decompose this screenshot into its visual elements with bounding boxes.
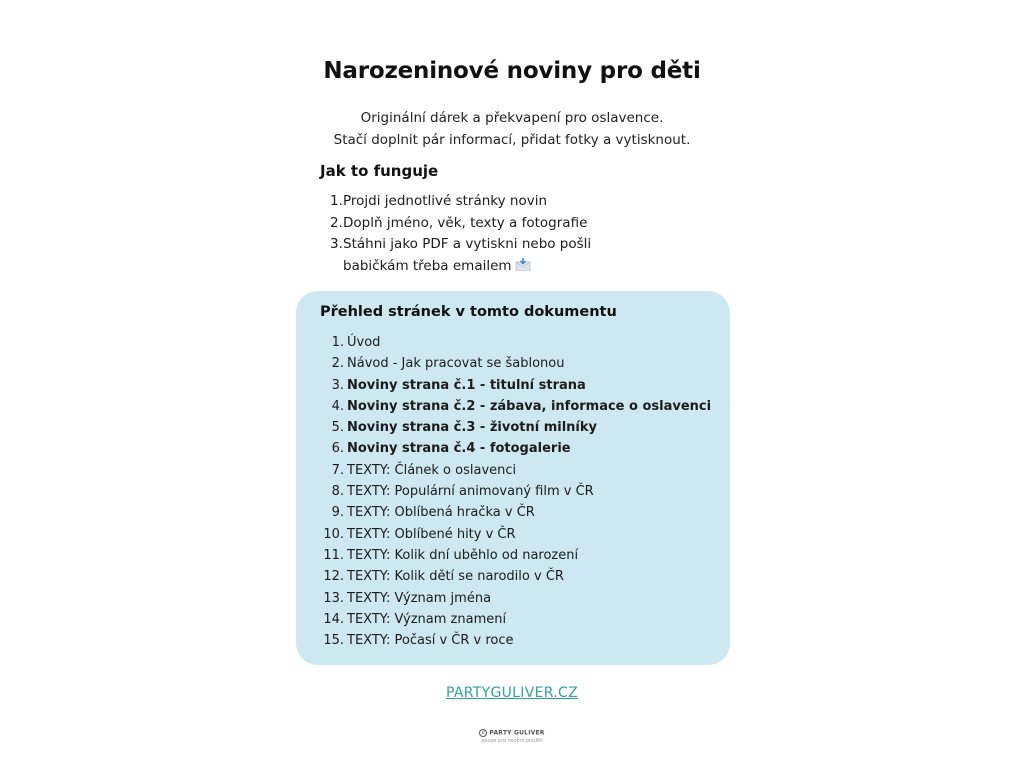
overview-item-number: 4. — [331, 398, 344, 414]
overview-item-text: Noviny strana č.3 - životní milníky — [347, 420, 597, 436]
footer-brand — [0, 729, 1024, 737]
overview-item-number: 12. — [323, 569, 344, 585]
howto-heading: Jak to funguje — [320, 162, 439, 180]
overview-item-number: 13. — [323, 590, 344, 606]
document-title: Narozeninové noviny pro děti — [323, 58, 701, 84]
overview-item — [316, 375, 711, 396]
envelope-download-icon — [515, 257, 531, 270]
overview-item-number: 10. — [323, 526, 344, 542]
overview-item — [316, 502, 711, 523]
footer-brand-name: PARTY GULIVER — [489, 729, 545, 737]
step-number: 1. — [330, 193, 343, 209]
overview-item — [316, 630, 711, 651]
howto-step — [330, 213, 660, 235]
site-link-wrapper — [0, 682, 1024, 701]
overview-item-text: Návod - Jak pracovat se šablonou — [347, 356, 565, 372]
overview-item-text: Úvod — [347, 335, 381, 350]
overview-item-text: TEXTY: Článek o oslavenci — [347, 462, 517, 478]
overview-item — [316, 545, 711, 566]
overview-item — [316, 460, 711, 481]
partyguliver-link[interactable]: PARTYGULIVER.CZ — [446, 685, 578, 701]
overview-item-number: 3. — [331, 377, 344, 393]
overview-item-text: Noviny strana č.4 - fotogalerie — [347, 441, 571, 457]
overview-item-number: 11. — [323, 547, 344, 563]
step-text-line-2: babičkám třeba emailem — [343, 257, 512, 274]
overview-item — [316, 481, 711, 502]
subtitle — [0, 107, 1024, 151]
step-number: 2. — [330, 214, 343, 231]
step-text-line-1: Stáhni jako PDF a vytiskni nebo pošli — [343, 236, 592, 252]
overview-item — [316, 524, 711, 545]
step-text: Projdi jednotlivé stránky novin — [343, 193, 548, 209]
overview-item-text: TEXTY: Kolik dětí se narodilo v ČR — [347, 569, 564, 585]
overview-item-number: 9. — [331, 505, 344, 521]
howto-step — [330, 234, 660, 277]
footer-note: pouze pro osobní použití — [481, 738, 543, 744]
overview-item-number: 2. — [331, 356, 344, 372]
overview-item-text: TEXTY: Význam jména — [347, 590, 492, 606]
overview-item-number: 15. — [323, 633, 344, 649]
overview-item — [316, 609, 711, 630]
overview-item-text: TEXTY: Oblíbené hity v ČR — [347, 526, 516, 542]
footer-logo — [0, 729, 1024, 744]
overview-item-number: 5. — [331, 420, 344, 436]
overview-item-text: Noviny strana č.2 - zábava, informace o oslavenci — [347, 398, 712, 414]
overview-item-number: 14. — [323, 611, 344, 627]
overview-item-number: 6. — [331, 441, 344, 457]
overview-item-number: 8. — [331, 484, 344, 500]
howto-steps — [330, 191, 660, 277]
overview-item — [316, 353, 711, 374]
overview-item-text: TEXTY: Kolik dní uběhlo od narození — [347, 547, 579, 563]
step-text — [343, 234, 591, 277]
overview-list — [316, 332, 711, 651]
copyright-icon: © — [481, 730, 486, 735]
overview-item — [316, 588, 711, 609]
overview-item-number: 1. — [331, 335, 344, 350]
overview-heading: Přehled stránek v tomto dokumentu — [320, 304, 617, 320]
overview-item-text: TEXTY: Oblíbená hračka v ČR — [347, 505, 535, 521]
overview-item — [316, 417, 711, 438]
overview-item-text: TEXTY: Význam znamení — [347, 611, 507, 627]
overview-item-number: 7. — [331, 462, 344, 478]
overview-item — [316, 438, 711, 459]
subtitle-line-1: Originální dárek a překvapení pro oslavence. — [360, 110, 664, 126]
overview-item — [316, 396, 711, 417]
overview-item-text: TEXTY: Počasí v ČR v roce — [347, 633, 514, 649]
subtitle-line-2: Stačí doplnit pár informací, přidat fotky a vytisknout. — [333, 132, 691, 148]
overview-item — [316, 566, 711, 587]
step-number: 3. — [330, 236, 343, 252]
overview-item — [316, 332, 711, 353]
howto-step — [330, 191, 660, 213]
overview-item-text: TEXTY: Populární animovaný film v ČR — [347, 484, 594, 500]
overview-item-text: Noviny strana č.1 - titulní strana — [347, 377, 586, 393]
step-text: Doplň jméno, věk, texty a fotografie — [343, 214, 588, 231]
